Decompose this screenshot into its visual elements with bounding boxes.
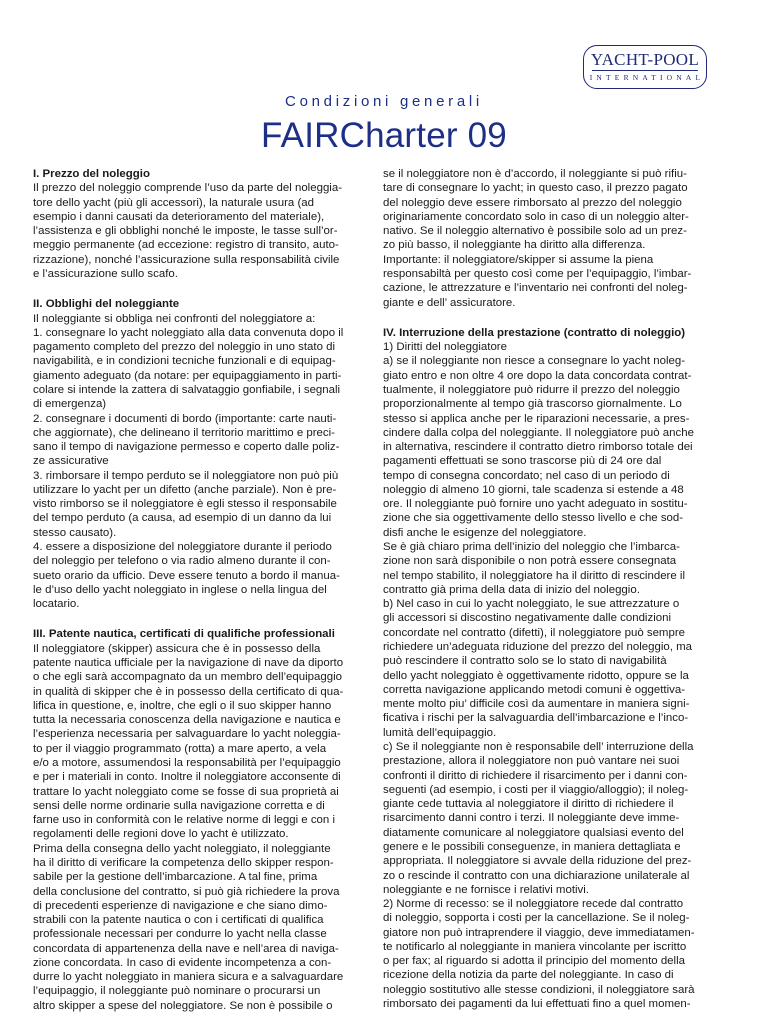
text-line: 2. consegnare i documenti di bordo (importante: carte nauti- (33, 412, 337, 425)
text-line: ore. Il noleggiante può fornire uno yacht adeguato in sostitu- (383, 498, 688, 511)
text-line: noleggio sostitutivo alle stesse condizioni, il noleggiatore sarà (383, 983, 695, 996)
text-line: tore dello yacht (più gli accessori), la naturale usura (ad (33, 196, 314, 209)
text-line: l’equipaggio, il noleggiante può nominare o procurarsi un (33, 985, 321, 998)
text-line: genere e le possibili conseguenze, in maniera dettagliata e (383, 840, 681, 853)
text-line: disfi anche le esigenze del noleggiatore. (383, 526, 587, 539)
text-line: 1. consegnare lo yacht noleggiato alla data convenuta dopo il (33, 326, 344, 339)
logo-subtext: INTERNATIONAL (589, 73, 705, 82)
text-line: proporzionalmente al tempo già trascorso giornalmente. Lo (383, 398, 682, 411)
text-line: sano il tempo di navigazione permesso e coperto dalle poliz- (33, 441, 340, 454)
section (383, 167, 735, 310)
text-line: c) Se il noleggiante non è responsabile dell’ interruzione della (383, 740, 694, 753)
text-line: del tempo perduto (a causa, ad esempio di un danno da lui (33, 512, 332, 525)
text-line: tare di consegnare lo yacht; in questo caso, il prezzo pagato (383, 182, 688, 195)
text-line: pagamenti effettuati se sono trascorse più di 24 ore dal (383, 455, 662, 468)
text-line: 3. rimborsare il tempo perduto se il noleggiatore non può più (33, 469, 339, 482)
text-line: stesso si applica anche per le riparazioni necessarie, a pres- (383, 412, 690, 425)
text-line: noleggiante e ne fornisce i relativi motivi. (383, 883, 589, 896)
text-line: o per fax; al riguardo si adotta il principio del momento della (383, 955, 685, 968)
logo-wordmark: YACHT-POOL (590, 50, 700, 69)
text-line: del noleggio per telefono o via radio almeno durante il con- (33, 555, 331, 568)
text-line: confronti il diritto di richiedere il risarcimento per i danni con- (383, 769, 688, 782)
text-line: trattare lo yacht noleggiato come se fosse di sua proprietà ai (33, 785, 339, 798)
logo-divider (592, 70, 698, 71)
text-line: giamento adeguato (da notare: per equipaggiamento in parti- (33, 369, 342, 382)
text-line: le d’uso dello yacht noleggiato in inglese o nella lingua del (33, 583, 327, 596)
text-line: esempio i danni causati da deterioramento del materiale), (33, 210, 325, 223)
text-line: zo o rescinde il contratto con una dichiarazione unilaterale al (383, 869, 690, 882)
text-line: 4. essere a disposizione del noleggiatore durante il periodo (33, 541, 332, 554)
text-line: tualmente, il noleggiatore può ridurre il prezzo del noleggio (383, 383, 680, 396)
text-line: Il noleggiatore (skipper) assicura che è in possesso della (33, 642, 321, 655)
text-line: farne uso in conformità con le relative norme di leggi e con i (33, 814, 335, 827)
text-line: responsabiltà per questo così come per l’equipaggio, l’imbar- (383, 267, 692, 280)
text-line: Il noleggiante si obbliga nei confronti del noleggiatore a: (33, 312, 316, 325)
yacht-pool-logo (583, 45, 707, 89)
section-heading: II. Obblighi del noleggiante (33, 298, 180, 311)
text-line: ricezione della notizia da parte del noleggiante. In caso di (383, 969, 674, 982)
text-line: nativo. Se il noleggio alternativo è possibile solo ad un prez- (383, 225, 687, 238)
text-line: Importante: il noleggiatore/skipper si assume la piena (383, 253, 654, 266)
text-line: richiedere un’adeguata riduzione del prezzo del noleggio, ma (383, 641, 693, 653)
text-line: zo più basso, il noleggiante ha diritto alla differenza. (383, 239, 646, 252)
text-line: rizzazione), nonché l’assicurazione sulla responsabilità civile (33, 253, 340, 266)
text-line: 2) Norme di recesso: se il noleggiatore recede dal contratto (383, 898, 684, 911)
text-line: se il noleggiatore non è d’accordo, il noleggiante si può rifiu- (383, 168, 687, 180)
section (33, 167, 385, 281)
text-line: del noleggio deve essere rimborsato al prezzo del noleggio (383, 196, 682, 209)
text-line: giatore non può intraprendere il viaggio, deve immediatamen- (383, 926, 695, 939)
text-line: in qualità di skipper che è in possesso della certificato di qua- (33, 685, 344, 698)
text-line: pagamento completo del prezzo del noleggio in uno stato di (33, 341, 336, 354)
text-line: Se è già chiaro prima dell’inizio del noleggio che l’imbarca- (383, 541, 680, 554)
text-line: o che egli sarà accompagnato da un membro dell’equipaggio (33, 671, 343, 684)
text-line: noleggio di almeno 10 giorni, tale scadenza si estende a 48 (383, 483, 684, 496)
text-line: zione concordata. In caso di evidente incompetenza a con- (33, 956, 332, 969)
section (33, 627, 385, 1013)
text-line: durre lo yacht noleggiato in maniera sicura e a salvaguardare (33, 971, 344, 984)
text-line: sensi delle norme ordinarie sulla navigazione corretta e di (33, 799, 325, 812)
text-line: to per il viaggio programmato (rotta) a mare aperto, a vela (33, 742, 327, 755)
text-line: può rescindere il contratto solo se lo stato di navigabilità (383, 655, 667, 668)
text-line: zione che sia oggettivamente dello stesso livello e che sod- (383, 512, 684, 525)
text-line: risarcimento danni contro i terzi. Il noleggiante deve imme- (383, 812, 680, 825)
text-line: visto rimborso se il noleggiatore è egli stesso il responsabile (33, 498, 337, 511)
text-line: prestazione, allora il noleggiatore non può vantare nei suoi (383, 755, 680, 768)
text-line: giato entro e non oltre 4 ore dopo la data concordata contrat- (383, 369, 692, 382)
text-line: utilizzare lo yacht per un difetto (anche parziale). Non è pre- (33, 483, 337, 496)
text-line: nel tempo stabilito, il noleggiatore ha il diritto di rescindere il (383, 569, 685, 582)
text-line: patente nautica ufficiale per la navigazione di nave da diporto (33, 657, 344, 669)
text-line: navigabilità, e in condizioni tecniche funzionali e di equipag- (33, 355, 336, 368)
text-line: l’esperienza necessaria per salvaguardare lo yacht noleggia- (33, 728, 341, 741)
text-line: colare si intende la zattera di salvataggio gonfiabile, i segnali (33, 383, 341, 396)
text-line: concordata di appartenenza della nave e nell’area di naviga- (33, 942, 339, 955)
text-line: mente molto piu’ difficile così da aumentare in maniera signi- (383, 698, 690, 711)
text-line: diatamente comunicare al noleggiatore qualsiasi evento del (383, 826, 684, 839)
text-line: e l’assicurazione sullo scafo. (33, 267, 178, 280)
text-line: l’assistenza e gli obblighi nonché le imposte, le tasse sull’or- (33, 225, 338, 238)
text-line: di noleggio, sopporta i costi per la cancellazione. Se il noleg- (383, 912, 690, 925)
text-line: concordate nel contratto (difetti), il noleggiatore può sempre (383, 626, 685, 639)
section (33, 297, 385, 611)
right-column (383, 167, 735, 1027)
text-line: tempo di consegna concordato; nel caso di un periodo di (383, 469, 670, 482)
text-line: tutta la necessaria conoscenza della navigazione e nautica e (33, 714, 341, 727)
text-line: gli accessori si discostino negativamente dalle condizioni (383, 612, 671, 625)
document-subtitle: Condizioni generali (285, 93, 483, 110)
text-line: rimborsato dei pagamenti da lui effettuati fino a quel momen- (383, 998, 691, 1011)
text-line: lifica in questione, e, inoltre, che egli o il suo skipper hanno (33, 699, 332, 712)
text-line: contratto già prima della data di inizio del noleggio. (383, 583, 640, 596)
text-line: corretta navigazione applicando metodi comuni è oggettiva- (383, 683, 686, 696)
text-line: b) Nel caso in cui lo yacht noleggiato, le sue attrezzature o (383, 598, 680, 611)
text-line: dello yacht noleggiato è oggettivamente ridotto, oppure se la (383, 669, 689, 682)
text-line: 1) Diritti del noleggiatore (383, 341, 507, 354)
text-line: cazione, le attrezzature e l’inventario nei confronti del noleg- (383, 282, 688, 295)
text-line: seguenti (ad esempio, i costi per il viaggio/alloggio); il noleg- (383, 783, 689, 796)
text-line: originariamente concordato solo in caso di un noleggio alter- (383, 210, 689, 223)
text-line: appropriata. Il noleggiatore si avvale della riduzione del prez- (383, 855, 692, 868)
text-line: e/o a motore, assumendosi la responsabilità per l’equipaggio (33, 756, 341, 769)
text-line: di precedenti esperienze di navigazione e che siano dimo- (33, 899, 328, 912)
text-line: giante cede tuttavia al noleggiatore il diritto di richiedere il (383, 798, 674, 811)
section (383, 326, 735, 1012)
text-line: Prima della consegna dello yacht noleggiato, il noleggiante (33, 842, 331, 855)
text-line: e per i materiali in conto. Inoltre il noleggiatore acconsente di (33, 771, 341, 784)
text-line: ficativa i rischi per la salvaguardia dell’imbarcazione e l’inco- (383, 712, 689, 725)
text-line: professionale necessari per condurre lo yacht nella classe (33, 928, 327, 941)
text-line: lumità dell’equipaggio. (383, 726, 497, 739)
text-line: stesso causato). (33, 526, 117, 539)
text-line: sabile per la gestione dell’imbarcazione. A tal fine, prima (33, 871, 318, 884)
text-line: sueto orario da ufficio. Deve essere tenuto a bordo il manua- (33, 569, 340, 582)
text-line: che aggiornate), che delineano il territorio marittimo e preci- (33, 426, 335, 439)
section-heading: III. Patente nautica, certificati di qualifiche professionali (33, 628, 335, 641)
text-line: giante e dell’ assicuratore. (383, 296, 516, 309)
text-line: locatario. (33, 598, 80, 611)
document-title: FAIRCharter 09 (261, 116, 507, 155)
left-column (33, 167, 385, 1029)
text-line: in alternativa, rescindere il contratto dietro rimborso totale dei (383, 441, 693, 454)
section-heading: IV. Interruzione della prestazione (contratto di noleggio) (383, 326, 686, 339)
text-line: ze assicurative (33, 455, 109, 468)
text-line: strabili con la patente nautica o con i certificati di qualifica (33, 914, 324, 927)
text-line: meggio permanente (ad eccezione: registro di transito, auto- (33, 239, 339, 252)
text-line: ha il diritto di verificare la competenza dello skipper respon- (33, 856, 334, 869)
text-line: altro skipper a spese del noleggiatore. Se non è possibile o (33, 999, 333, 1012)
text-line: cindere dalla colpa del noleggiante. Il noleggiatore può anche (383, 426, 694, 439)
text-line: te notificarlo al noleggiante in maniera vincolante per iscritto (383, 940, 687, 953)
text-line: a) se il noleggiante non riesce a consegnare lo yacht noleg- (383, 355, 686, 368)
text-line: di emergenza) (33, 398, 107, 411)
text-line: regolamenti delle regioni dove lo yacht è utilizzato. (33, 828, 289, 841)
text-line: Il prezzo del noleggio comprende l’uso da parte del noleggia- (33, 182, 343, 195)
section-heading: I. Prezzo del noleggio (33, 168, 150, 180)
text-line: della conclusione del contratto, si può già richiedere la prova (33, 885, 340, 898)
text-line: zione non sarà disponibile o non potrà essere consegnata (383, 555, 677, 568)
